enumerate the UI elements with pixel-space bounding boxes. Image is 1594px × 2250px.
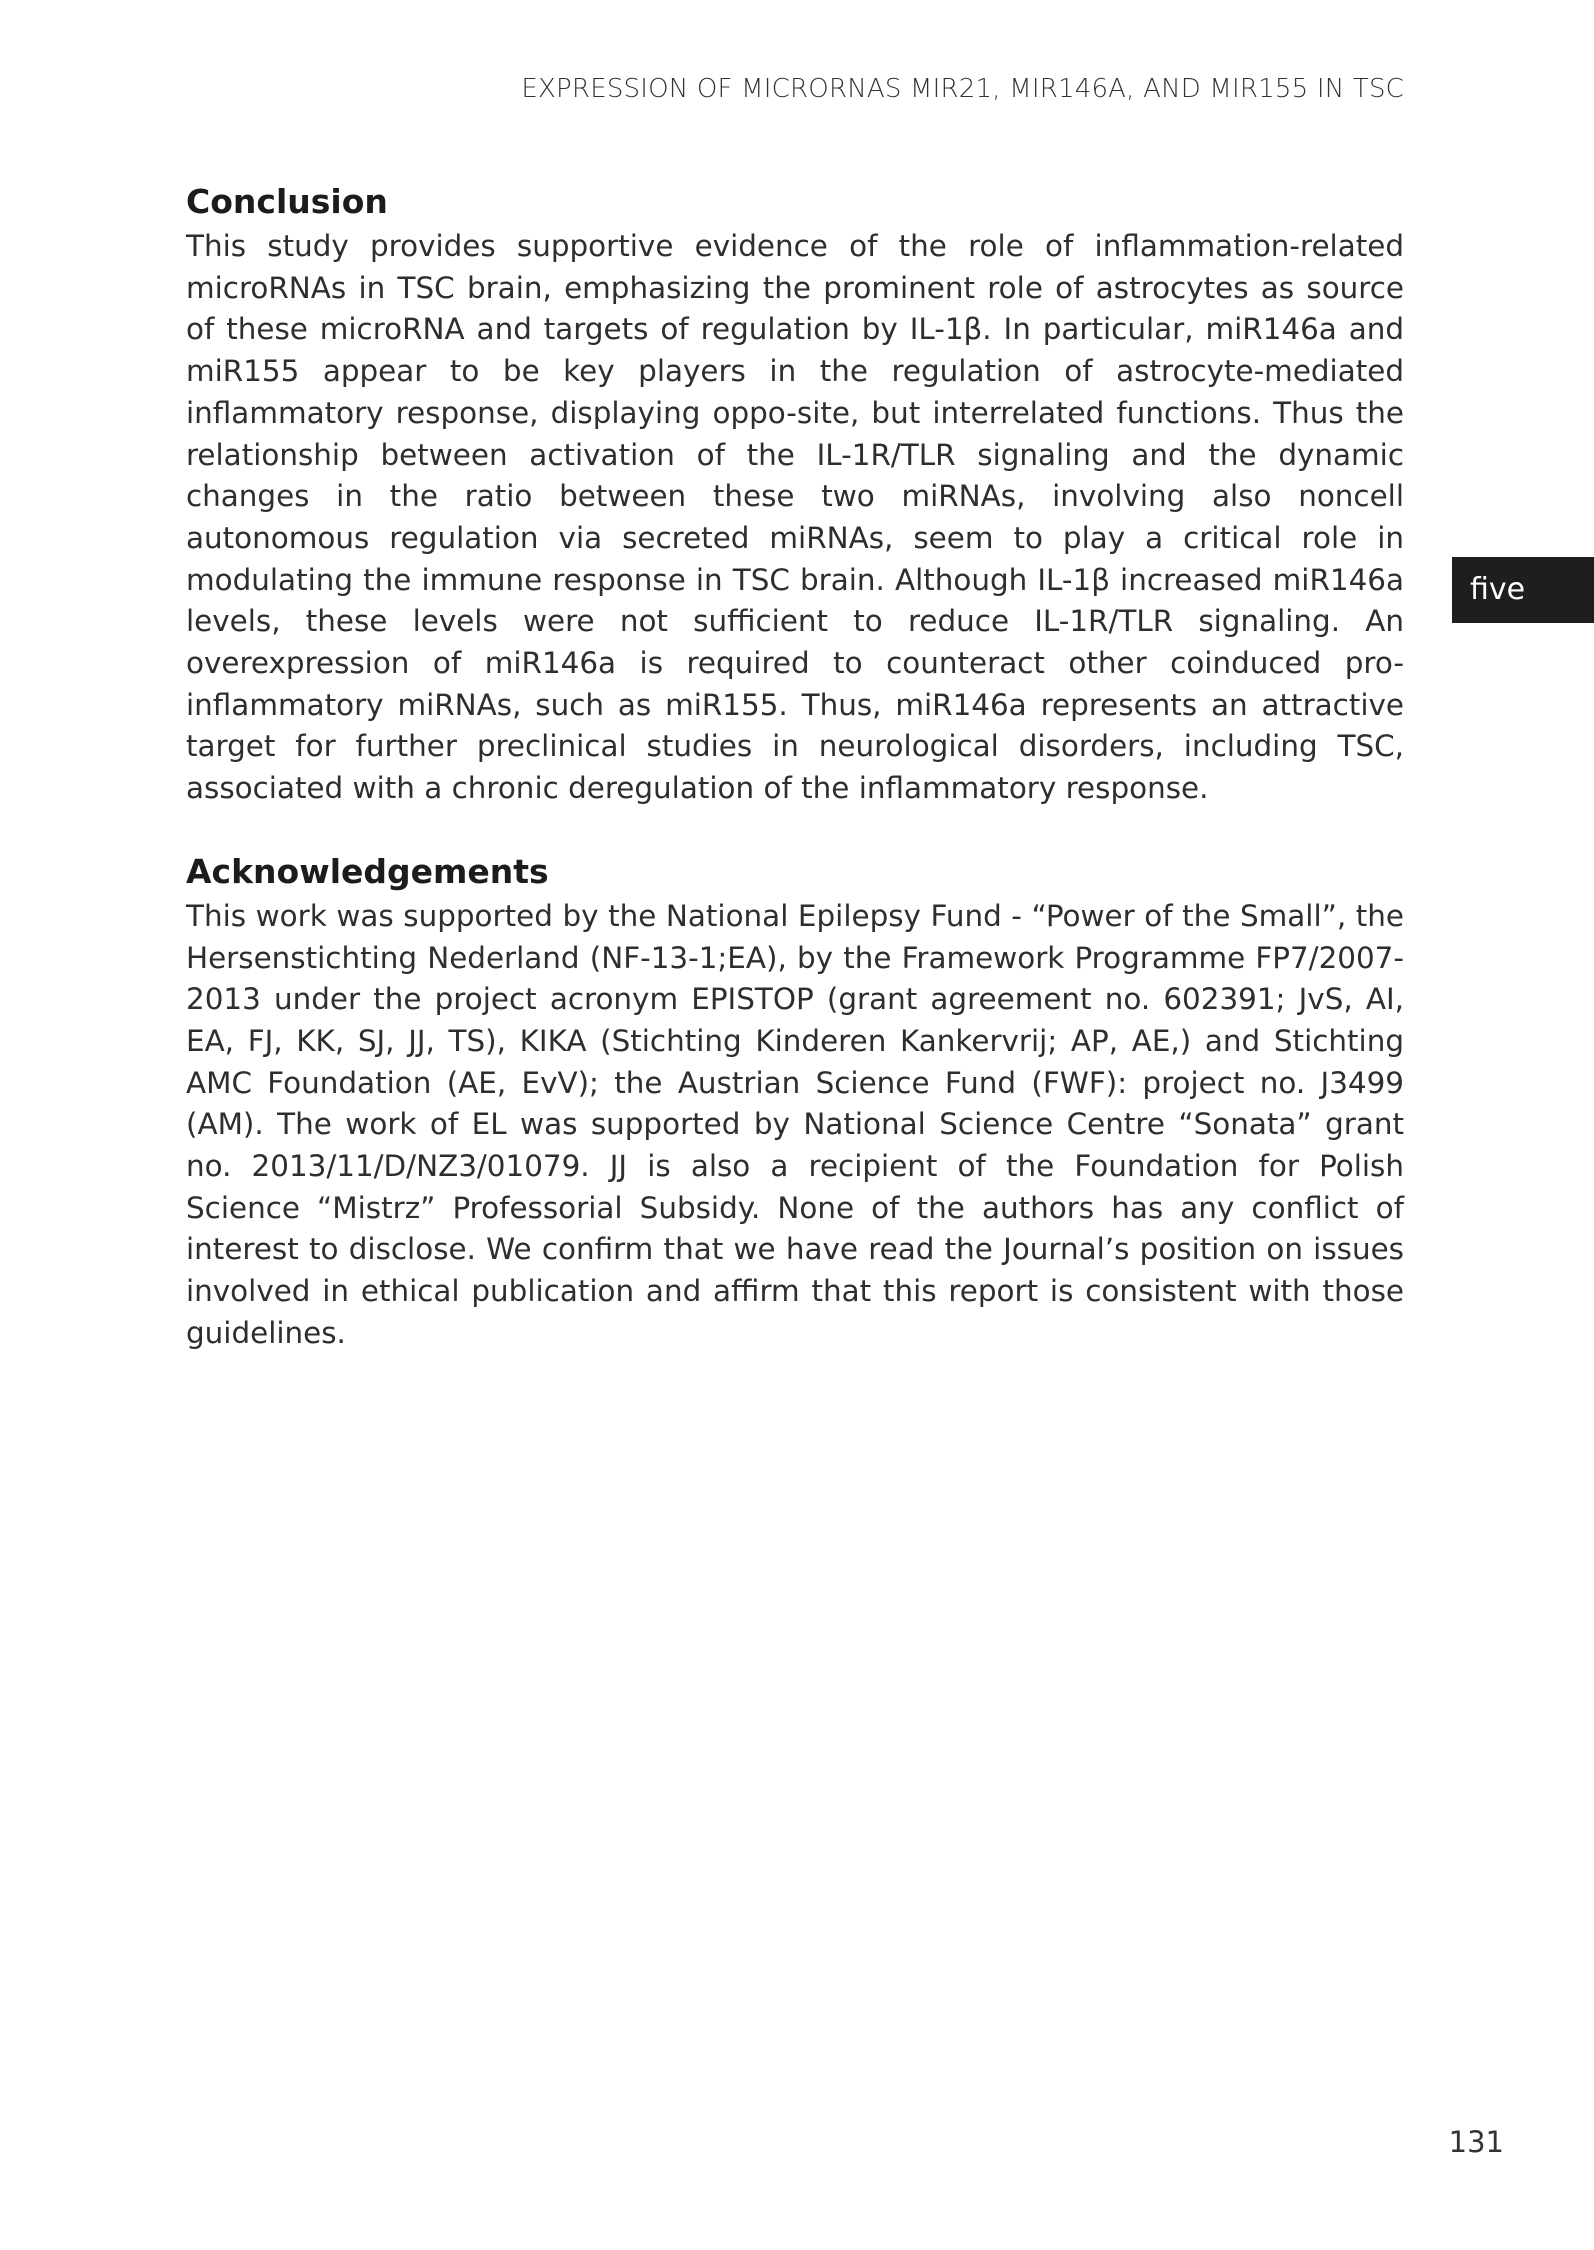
acknowledgements-heading: Acknowledgements (186, 851, 549, 891)
conclusion-section (186, 178, 1404, 810)
page-number: 131 (1448, 2125, 1504, 2159)
acknowledgements-paragraph: This work was supported by the National Epilepsy Fund - “Power of the Small”, the Hersenstichting Nederland (NF-13-1;EA), by the Framework Programme FP7/2007-2013 under the project acronym EPISTOP (grant agreement no. 602391; JvS, AI, EA, FJ, KK, SJ, JJ, TS), KIKA (Stichting Kinderen Kankervrij; AP, AE,) and Stichting AMC Foundation (AE, EvV); the Austrian Science Fund (FWF): project no. J3499 (AM). The work of EL was supported by National Science Centre “Sonata” grant no. 2013/11/D/NZ3/01079. JJ is also a recipient of the Foundation for Polish Science “Mistrz” Professorial Subsidy. None of the authors has any conflict of interest to disclose. We confirm that we have read the Journal’s position on issues involved in ethical publication and affirm that this report is consistent with those guidelines. (186, 898, 1404, 1350)
conclusion-heading: Conclusion (186, 182, 388, 221)
chapter-tab (1452, 557, 1594, 623)
running-header: EXPRESSION OF MICRORNAS MIR21, MIR146A, AND MIR155 IN TSC (521, 74, 1404, 104)
conclusion-paragraph: This study provides supportive evidence of the role of inflammation-related microRNAs in TSC brain, emphasizing the prominent role of astrocytes as source of these microRNA and targets of regulation by IL-1β. In particular, miR146a and miR155 appear to be key players in the regulation of astrocyte-mediated inflammatory response, displaying oppo-site, but interrelated functions. Thus the relationship between activation of the IL-1R/TLR signaling and the dynamic changes in the ratio between these two miRNAs, involving also noncell autonomous regulation via secreted miRNAs, seem to play a critical role in modulating the immune response in TSC brain. Although IL-1β increased miR146a levels, these levels were not sufficient to reduce IL-1R/TLR signaling. An overexpression of miR146a is required to counteract other coinduced pro-inflammatory miRNAs, such as miR155. Thus, miR146a represents an attractive target for further preclinical studies in neurological disorders, including TSC, associated with a chronic deregulation of the inflammatory response. (186, 229, 1404, 806)
acknowledgements-section (186, 848, 1404, 1355)
chapter-tab-label: five (1470, 572, 1526, 607)
page-content (186, 178, 1404, 1355)
